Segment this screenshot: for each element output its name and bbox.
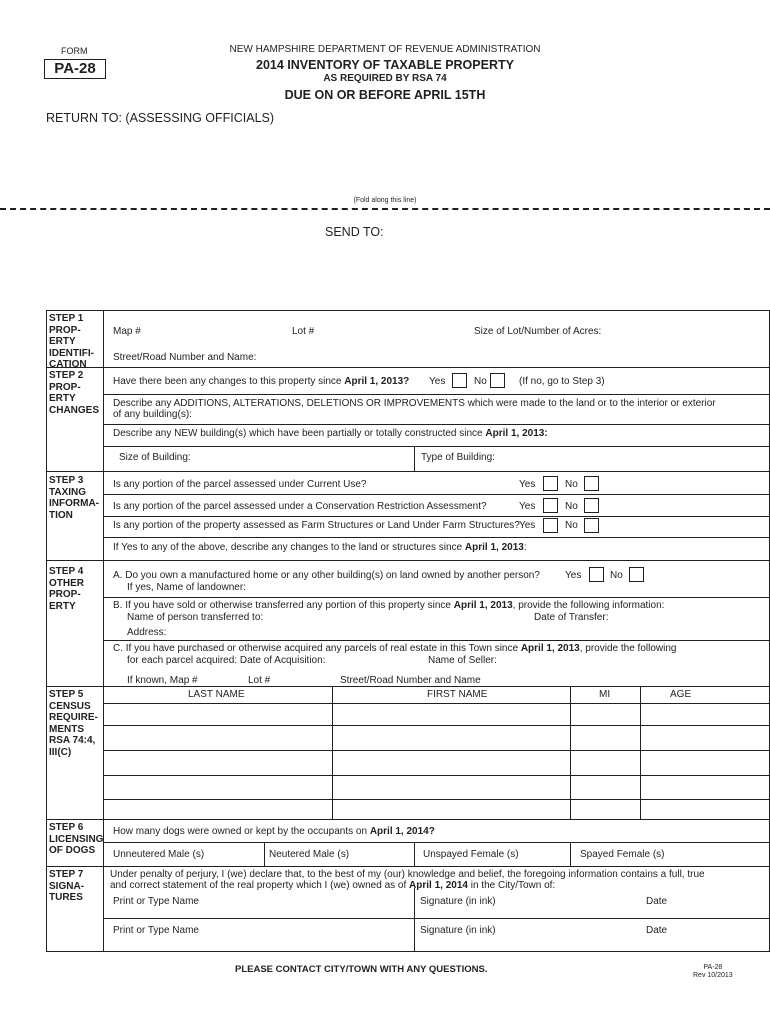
return-to: RETURN TO: (ASSESSING OFFICIALS)	[46, 111, 275, 125]
map-number-field[interactable]: Map #	[113, 326, 141, 337]
print-name-field-2[interactable]: Print or Type Name	[113, 925, 199, 936]
changes-no-checkbox[interactable]	[490, 373, 505, 388]
manufactured-no-checkbox[interactable]	[629, 567, 644, 582]
acquired-street-field[interactable]: Street/Road Number and Name	[340, 675, 481, 686]
census-mi-header: MI	[599, 689, 611, 700]
form-title: 2014 INVENTORY OF TAXABLE PROPERTY	[256, 58, 514, 72]
date-field-1[interactable]: Date	[646, 896, 668, 907]
lot-number-field[interactable]: Lot #	[292, 326, 315, 337]
acquired-map-field[interactable]: If known, Map #	[127, 675, 198, 686]
changes-question: Have there been any changes to this property since April 1, 2013?	[113, 376, 410, 387]
transfer-date-field[interactable]: Date of Transfer:	[534, 612, 609, 623]
conservation-yes-label: Yes	[519, 501, 536, 512]
spayed-female-field[interactable]: Spayed Female (s)	[580, 849, 665, 860]
landowner-name-field[interactable]: If yes, Name of landowner:	[127, 582, 246, 593]
fold-text: (Fold along this line)	[353, 197, 417, 204]
describe-additions-label-2[interactable]: of any building(s):	[113, 409, 192, 420]
signature-field-1[interactable]: Signature (in ink)	[420, 896, 496, 907]
size-of-building-field[interactable]: Size of Building:	[119, 452, 191, 463]
describe-additions-label: Describe any ADDITIONS, ALTERATIONS, DELETIONS OR IMPROVEMENTS which were made to the land or to the interior or exterior	[113, 398, 716, 409]
conservation-no-checkbox[interactable]	[584, 498, 599, 513]
form-label: FORM	[61, 46, 88, 56]
census-first-name-header: FIRST NAME	[427, 689, 488, 700]
perjury-declaration-2[interactable]: and correct statement of the real property which I (we) owned as of April 1, 2014 in the City/Town of:	[110, 880, 556, 891]
acquisition-question: C. If you have purchased or otherwise acquired any parcels of real estate in this Town since April 1, 2013, provide the following	[113, 643, 677, 654]
step4-label: STEP 4 OTHER PROP- ERTY	[49, 566, 84, 612]
acquisition-date-field[interactable]: for each parcel acquired: Date of Acquisition:	[127, 655, 326, 666]
footer-contact: PLEASE CONTACT CITY/TOWN WITH ANY QUESTIONS.	[235, 964, 488, 975]
describe-new-buildings[interactable]: Describe any NEW building(s) which have been partially or totally constructed since April 1, 2013:	[113, 428, 548, 439]
step3-label: STEP 3 TAXING INFORMA- TION	[49, 475, 99, 521]
current-use-question: Is any portion of the parcel assessed under Current Use?	[113, 479, 367, 490]
street-name-field[interactable]: Street/Road Number and Name:	[113, 352, 257, 363]
seller-name-field[interactable]: Name of Seller:	[428, 655, 497, 666]
transferee-address-field[interactable]: Address:	[127, 627, 167, 638]
census-entry-rows[interactable]	[104, 704, 770, 819]
manufactured-home-question: A. Do you own a manufactured home or any other building(s) on land owned by another person?	[113, 570, 540, 581]
footer-form-info	[693, 964, 733, 980]
lot-size-field[interactable]: Size of Lot/Number of Acres:	[474, 326, 602, 337]
step1-label: STEP 1 PROP- ERTY IDENTIFI- CATION	[49, 313, 94, 370]
step2-label: STEP 2 PROP- ERTY CHANGES	[49, 370, 100, 416]
step5-label: STEP 5 CENSUS REQUIRE- MENTS RSA 74:4, III(C)	[49, 689, 98, 758]
agency-name: NEW HAMPSHIRE DEPARTMENT OF REVENUE ADMINISTRATION	[229, 44, 541, 55]
print-name-field-1[interactable]: Print or Type Name	[113, 896, 199, 907]
step6-label: STEP 6 LICENSING OF DOGS	[49, 822, 104, 856]
farm-no-label: No	[565, 520, 578, 531]
transferee-name-field[interactable]: Name of person transferred to:	[127, 612, 264, 623]
farm-structures-question: Is any portion of the property assessed as Farm Structures or Land Under Farm Structures?	[113, 520, 520, 531]
current-use-yes-label: Yes	[519, 479, 536, 490]
dogs-question: How many dogs were owned or kept by the occupants on April 1, 2014?	[113, 826, 435, 837]
form-number: PA-28	[54, 60, 96, 77]
conservation-yes-checkbox[interactable]	[543, 498, 558, 513]
type-of-building-field[interactable]: Type of Building:	[421, 452, 495, 463]
footer-revision: Rev 10/2013	[693, 972, 733, 979]
current-use-yes-checkbox[interactable]	[543, 476, 558, 491]
farm-yes-checkbox[interactable]	[543, 518, 558, 533]
farm-yes-label: Yes	[519, 520, 536, 531]
unspayed-female-field[interactable]: Unspayed Female (s)	[423, 849, 519, 860]
signature-field-2[interactable]: Signature (in ink)	[420, 925, 496, 936]
fold-line	[0, 208, 770, 210]
changes-goto-note: (If no, go to Step 3)	[519, 376, 605, 387]
changes-yes-label: Yes	[429, 376, 446, 387]
form-subtitle: AS REQUIRED BY RSA 74	[323, 73, 447, 84]
changes-yes-checkbox[interactable]	[452, 373, 467, 388]
current-use-no-label: No	[565, 479, 578, 490]
unneutered-male-field[interactable]: Unneutered Male (s)	[113, 849, 205, 860]
step7-label: STEP 7 SIGNA- TURES	[49, 869, 84, 903]
current-use-no-checkbox[interactable]	[584, 476, 599, 491]
taxing-describe-changes[interactable]: If Yes to any of the above, describe any changes to the land or structures since April 1, 2013:	[113, 542, 527, 553]
acquired-lot-field[interactable]: Lot #	[248, 675, 271, 686]
farm-no-checkbox[interactable]	[584, 518, 599, 533]
transfer-question: B. If you have sold or otherwise transferred any portion of this property since April 1, 2013, provide the following information:	[113, 600, 665, 611]
perjury-declaration: Under penalty of perjury, I (we) declare that, to the best of my (our) knowledge and belief, the foregoing information contains a full, true	[110, 869, 705, 880]
manufactured-yes-checkbox[interactable]	[589, 567, 604, 582]
footer-form-number: PA-28	[703, 964, 723, 971]
neutered-male-field[interactable]: Neutered Male (s)	[269, 849, 350, 860]
manufactured-no-label: No	[610, 570, 623, 581]
census-age-header: AGE	[670, 689, 692, 700]
conservation-question: Is any portion of the parcel assessed under a Conservation Restriction Assessment?	[113, 501, 487, 512]
conservation-no-label: No	[565, 501, 578, 512]
send-to: SEND TO:	[325, 225, 384, 239]
date-field-2[interactable]: Date	[646, 925, 668, 936]
due-date: DUE ON OR BEFORE APRIL 15TH	[284, 88, 486, 102]
census-last-name-header: LAST NAME	[188, 689, 245, 700]
manufactured-yes-label: Yes	[565, 570, 582, 581]
changes-no-label: No	[474, 376, 487, 387]
